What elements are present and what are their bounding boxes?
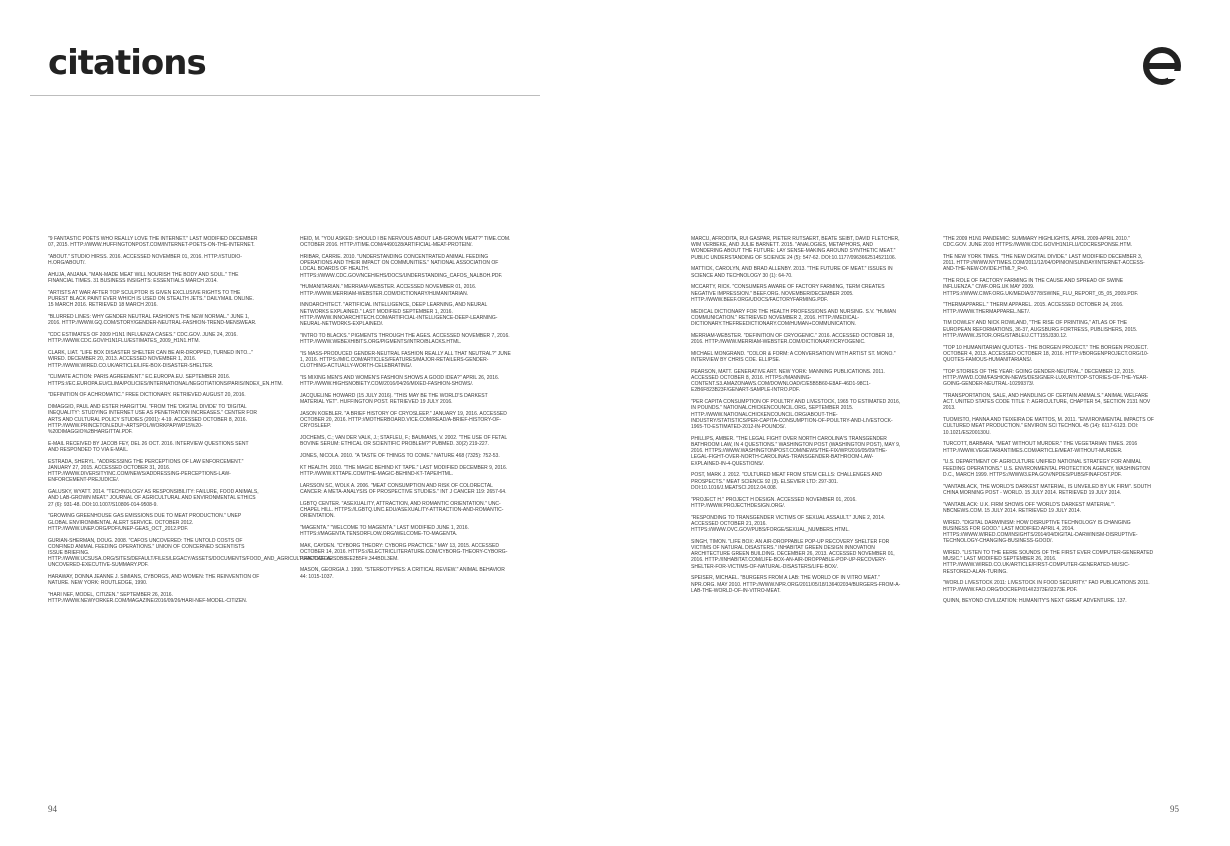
- citation-entry: KT HEALTH. 2010. "THE MAGIC BEHIND KT TAPE." LAST MODIFIED DECEMBER 9, 2016. HTTP://WWW.KTTAPE.COM/THE-MAGIC-BEHIND-KT-TAPE/HTML.: [300, 465, 508, 478]
- citation-entry: "GROWING GREENHOUSE GAS EMISSIONS DUE TO MEAT PRODUCTION." UNEP GLOBAL ENVIRONMENTAL ALERT SERVICE. OCTOBER 2012. HTTP://WWW.UNEP.ORG/PDF/UNEP-GEAS_OCT_2012.PDF.: [48, 513, 242, 532]
- citation-entry: GALUSKY, WYATT. 2014. "TECHNOLOGY AS RESPONSIBILITY: FAILURE, FOOD ANIMALS, AND LAB-GROWN MEAT." JOURNAL OF AGRICULTURAL AND ENVIRONMENTAL ETHICS 27 (6): 931-48. DOI:10.1007/S10806-014-9508-9.: [48, 489, 259, 508]
- citation-entry: "U.S. DEPARTMENT OF AGRICULTURE UNIFIED NATIONAL STRATEGY FOR ANIMAL FEEDING OPERATIONS." U.S. ENVIRONMENTAL PROTECTION AGENCY, WASHINGTON D.C., MARCH 1999. HTTPS://WWW3.EPA.GOV/NPDES/PUBS/FINAFOST.PDF.: [943, 459, 1150, 478]
- citation-entry: "TOP 10 HUMANITARIAN QUOTES - THE BORGEN PROJECT." THE BORGEN PROJECT. OCTOBER 4, 2013. ACCESSED OCTOBER 18, 2016. HTTP://BORGENPROJECT.ORG/10-QUOTES-FAMOUS-HUMANITARIANS/.: [943, 344, 1149, 364]
- citations-column-1: [48, 236, 333, 610]
- citation-entry: HEID, M. "YOU ASKED: SHOULD I BE NERVOUS ABOUT LAB-GROWN MEAT?" TIME.COM. OCTOBER 2016. HTTP://TIME.COM/4490128/ARTIFICIAL-MEAT-PROTEIN/.: [300, 236, 511, 249]
- citation-entry: "PROJECT H." PROJECT H DESIGN. ACCESSED NOVEMBER 01, 2016. HTTP://WWW.PROJECTHDESIGN.ORG/.: [691, 496, 857, 509]
- citation-entry: "PER CAPITA CONSUMPTION OF POULTRY AND LIVESTOCK, 1965 TO ESTIMATED 2016, IN POUNDS." NATIONALCHICKENCOUNCIL.ORG, SEPTEMBER 2015. HTTP://WWW.NATIONALCHICKENCOUNCIL.ORG/ABOUT-THE-INDUSTRY/STATISTICS/PER-CAPITA-CONSUMPTION-OF-POULTRY-AND-LIVESTOCK-1965-TO-ESTIMATED-2012-IN-POUNDS/.: [691, 399, 901, 431]
- citation-entry: CLARK, LIAT. "LIFE BOX DISASTER SHELTER CAN BE AIR-DROPPED, TURNED INTO..." WIRED. DECEMBER 20, 2013. ACCESSED NOVEMBER 1, 2016. HTTP://WWW.WIRED.CO.UK/ARTICLE/LIFE-BOX-DISASTER-SHELTER.: [48, 350, 254, 369]
- citation-entry: MCCARTY, RICK. "CONSUMERS AWARE OF FACTORY FARMING, TERM CREATES NEGATIVE IMPRESSION." BEEF.ORG. NOVEMBER/DECEMBER 2005. HTTP://WWW.BEEF.ORG/UDOCS/FACTORYFARMING.PDF.: [691, 284, 885, 303]
- citation-entry: DIMAGGIO, PAUL AND ESTER HARGITTAI. "FROM THE 'DIGITAL DIVIDE' TO 'DIGITAL INEQUALITY': STUDYING INTERNET USE AS PENETRATION INCREASES." CENTER FOR ARTS AND CULTURAL POLICY STUDIES (2001): 4-19. ACCESSED OCTOBER 8, 2016. HTTP://WWW.PRINCETON.EDU/~ARTSPOL/WORKPAP/WP15%20-%20DIMAGGIO%2BHARGITTAI.PDF.: [48, 404, 257, 436]
- title-divider: [30, 95, 540, 96]
- citation-entry: "INTRO TO BLACKS." PIGMENTS THROUGH THE AGES. ACCESSED NOVEMBER 7, 2016. HTTP://WWW.WEBEXHIBITS.ORG/PIGMENTS/INTRO/BLACKS.HTML.: [300, 332, 510, 346]
- citation-entry: SINGH, TIMON. "LIFE BOX: AN AIR-DROPPABLE POP-UP RECOVERY SHELTER FOR VICTIMS OF NATURAL DISASTERS." INHABITAT GREEN DESIGN INNOVATION ARCHITECTURE GREEN BUILDING. DECEMBER 26, 2013. ACCESSED NOVEMBER 01, 2016. HTTP://INHABITAT.COM/LIFE-BOX-AN-AIR-DROPPABLE-POP-UP-RECOVERY-SHELTER-FOR-VICTIMS-OF-NATURAL-DISASTERS/LIFE-BOX/.: [691, 538, 895, 570]
- citation-entry: "VANTABLACK: U.K. FIRM SHOWS OFF 'WORLD'S DARKEST MATERIAL'". NBCNEWS.COM. 15 JULY 2014. RETRIEVED 19 JULY 2014.: [943, 501, 1116, 514]
- citation-entry: LGBTQ CENTER. "ASEXUALITY, ATTRACTION, AND ROMANTIC ORIENTATION." UNC-CHAPEL HILL. HTTPS://LGBTQ.UNC.EDU/ASEXUALITY-ATTRACTION-AND-ROMANTIC-ORIENTATION.: [300, 501, 504, 520]
- page-number-left: 94: [48, 804, 57, 814]
- citation-entry: "IS MASS-PRODUCED GENDER-NEUTRAL FASHION REALLY ALL THAT NEUTRAL?" JUNE 1, 2016. HTTPS://MIC.COM/ARTICLES/FEATURES/MAJOR-RETAILERS-GENDER-CLOTHING-ACTUALLY-WORTH-CELEBRATING/.: [300, 350, 511, 370]
- citation-entry: "ARTISTS AT WAR AFTER TOP SCULPTOR IS GIVEN EXCLUSIVE RIGHTS TO THE PUREST BLACK PAINT EVER WHICH IS USED ON STEALTH JETS." DAILYMAIL ONLINE. 15 MARCH 2016. RETRIEVED 18 MARCH 2016.: [48, 290, 254, 309]
- citation-entry: "TOP STORIES OF THE YEAR: GOING GENDER-NEUTRAL." DECEMBER 12, 2015. HTTP://WWD.COM/FASHION-NEWS/DESIGNER-LUXURY/TOP-STORIES-OF-THE-YEAR-GOING-GENDER-NEUTRAL-10299373/.: [943, 368, 1149, 388]
- citation-entry: "CDC ESTIMATES OF 2009 H1N1 INFLUENZA CASES." CDC.GOV. JUNE 24, 2016. HTTP://WWW.CDC.GOV/H1N1FLU/ESTIMATES_2009_H1N1.HTM.: [48, 332, 238, 345]
- citation-entry: WIRED. "DIGITAL DARWINISM: HOW DISRUPTIVE TECHNOLOGY IS CHANGING BUSINESS FOR GOOD." LAST MODIFIED APRIL 4, 2014. HTTPS://WWW.WIRED.COM/INSIGHTS/2014/04/DIGITAL-DARWINISM-DISRUPTIVE-TECHNOLOGY-CHANGING-BUSINESS-GOOD/.: [943, 519, 1138, 545]
- citation-entry: JONES, NICOLA. 2010. "A TASTE OF THINGS TO COME." NATURE 468 (7325): 752-53.: [300, 453, 500, 460]
- citation-entry: "RESPONDING TO TRANSGENDER VICTIMS OF SEXUAL ASSAULT." JUNE 2, 2014. ACCESSED OCTOBER 21, 2016. HTTPS://WWW.OVC.GOV/PUBS/FORGE/SEXUAL_NUMBERS.HTML.: [691, 514, 886, 534]
- citations-column-4: [943, 236, 1155, 610]
- citation-entry: MICHAEL MONGRAND. "COLOR & FORM: A CONVERSATION WITH ARTIST ST. MONO." INTERVIEW BY CHRIS COE. ELLIPSE.: [691, 350, 896, 364]
- citation-entry: JOCHEMS, C.; VAN DER VALK, J.; STAFLEU, F.; BAUMANS, V. 2002. "THE USE OF FETAL BOVINE SERUM: ETHICAL OR SCIENTIFIC PROBLEM?" PUBMED. 30(2) 219-227.: [300, 435, 507, 448]
- citation-entry: INNOARCHITECT. "ARTIFICIAL INTELLIGENCE, DEEP LEARNING, AND NEURAL NETWORKS EXPLAINED." LAST MODIFIED SEPTEMBER 1, 2016. HTTP://WWW.INNOARCHITECH.COM/ARTIFICIAL-INTELLIGENCE-DEEP-LEARNING-NEURAL-NETWORKS-EXPLAINED/.: [300, 302, 498, 328]
- citation-entry: "DEFINITION OF ACHROMATIC." FREE DICTIONARY. RETRIEVED AUGUST 20, 2016.: [48, 392, 246, 399]
- e-mark-icon: [1142, 46, 1182, 86]
- citation-entry: "WORLD LIVESTOCK 2011: LIVESTOCK IN FOOD SECURITY." FAO PUBLICATIONS 2011. HTTP://WWW.FAO.ORG/DOCREP/014/I2373E/I2373E.PDF.: [943, 580, 1150, 593]
- page-number-right: 95: [1170, 804, 1179, 814]
- citation-entry: MERRIAM-WEBSTER. "DEFINITION OF CRYOGENIC." 2016. ACCESSED OCTOBER 18, 2016. HTTP://WWW.MERRIAM-WEBSTER.COM/DICTIONARY/CRYOGENIC.: [691, 332, 894, 346]
- citation-entry: AHUJA, ANJANA. "MAN-MADE MEAT WILL NOURISH THE BODY AND SOUL." THE FINANCIAL TIMES. 31 BUSINESS INSIGHTS: ESSENTIALS MARCH 2014.: [48, 272, 239, 285]
- citation-entry: WIRED. "LISTEN TO THE EERIE SOUNDS OF THE FIRST EVER COMPUTER-GENERATED MUSIC." LAST MODIFIED SEPTEMBER 26, 2016. HTTP://WWW.WIRED.CO.UK/ARTICLE/FIRST-COMPUTER-GENERATED-MUSIC-RESTORED-ALAN-TURING.: [943, 550, 1154, 575]
- citation-entry: MASON, GEORGIA J. 1990. "STEREOTYPIES: A CRITICAL REVIEW." ANIMAL BEHAVIOR 44: 1015-1037.: [300, 567, 505, 580]
- citation-entry: "THE ROLE OF FACTORY FARMING IN THE CAUSE AND SPREAD OF SWINE INFLUENZA." CIWF.ORG.UK MAY 2009. HTTPS://WWW.CIWF.ORG.UK/MEDIA/3778/SWINE_FLU_REPORT_05_05_2009.PDF.: [943, 278, 1139, 297]
- citation-entry: "THERMAPPAREL." THERM APPAREL. 2015. ACCESSED OCTOBER 24, 2016. HTTP://WWW.THERMAPPAREL.NET/.: [943, 302, 1124, 315]
- citation-entry: E-MAIL RECEIVED BY JACOB FEY, DEL 26 OCT. 2016. INTERVIEW QUESTIONS SENT AND RESPONDED TO VIA E-MAIL.: [48, 440, 249, 454]
- citation-entry: MARCU, AFRODITA, RUI GASPAR, PIETER RUTSAERT, BEATE SEIBT, DAVID FLETCHER, WIM VERBEKE, AND JULIE BARNETT. 2015. "ANALOGIES, METAPHORS, AND WONDERING ABOUT THE FUTURE: LAY SENSE-MAKING AROUND SYNTHETIC MEAT." PUBLIC UNDERSTANDING OF SCIENCE 24 (5): 547-62. DOI:10.1177/0963662514521106.: [691, 236, 900, 261]
- citation-entry: "THE 2009 H1N1 PANDEMIC: SUMMARY HIGHLIGHTS, APRIL 2009-APRIL 2010." CDC.GOV. JUNE 2010 HTTPS://WWW.CDC.GOV/H1N1FLU/CDCRESPONSE.HTM.: [943, 236, 1133, 249]
- citation-entry: JACQUELINE HOWARD (15 JULY 2016). "THIS MAY BE THE WORLD'S DARKEST MATERIAL YET". HUFFINGTON POST. RETRIEVED 19 JULY 2016.: [300, 393, 488, 406]
- citation-entry: "ABOUT." STUDIO HIRSS. 2016. ACCESSED NOVEMBER 01, 2016. HTTP://STUDIO-H.ORG/ABOUT/.: [48, 254, 242, 267]
- citation-entry: "BLURRED LINES: WHY GENDER NEUTRAL FASHION'S THE NEW NORMAL." JUNE 1, 2016. HTTP://WWW.GQ.COM/STORY/GENDER-NEUTRAL-FASHION-TREND-MENSWEAR.: [48, 314, 257, 327]
- citation-entry: TURCOTT, BARBARA. "MEAT WITHOUT MURDER." THE VEGETARIAN TIMES. 2016 HTTP://WWW.VEGETARIANTIMES.COM/ARTICLE/MEAT-WITHOUT-MURDER.: [943, 441, 1138, 454]
- citations-column-2: [300, 236, 512, 585]
- citation-entry: TIM DOWLEY AND NICK ROWLAND, "THE RISE OF PRINTING," ATLAS OF THE EUROPEAN REFORMATIONS, 36-37, AUGSBURG FORTRESS, PUBLISHERS, 2015. HTTP://WWW.JSTOR.ORG/STABLE/J.CTT155J330.12.: [943, 320, 1138, 339]
- citation-entry: "9 FANTASTIC POETS WHO REALLY LOVE THE INTERNET." LAST MODIFIED DECEMBER 07, 2015. HTTP://WWW.HUFFINGTONPOST.COM/INTERNET-POETS-ON-THE-INTERNET.: [48, 236, 258, 249]
- citation-entry: QUINN, BEYOND CIVILIZATION: HUMANITY'S NEXT GREAT ADVENTURE. 137.: [943, 598, 1127, 605]
- citation-entry: PEARSON, MATT. GENERATIVE ART. NEW YORK: MANNING PUBLICATIONS. 2011. ACCESSED OCTOBER 8, 2016. HTTPS://MANNING-CONTENT.S3.AMAZONAWS.COM/DOWNLOAD/C/E5B5B60-E8AF-46D1-98C1-E2B6F823B23F/GENART-SAMPLE-INTRO.PDF.: [691, 368, 885, 394]
- citation-entry: HARAWAY, DONNA JEANNE J. SIMIANS, CYBORGS, AND WOMEN: THE REINVENTION OF NATURE. NEW YORK: ROUTLEDGE, 1990.: [48, 574, 260, 587]
- citation-entry: "IS MIXING MEN'S AND WOMEN'S FASHION SHOWS A GOOD IDEA?" APRIL 26, 2016. HTTP://WWW.HIGHSNOBIETY.COM/2016/04/26/MIXED-FASHION-SHOWS/.: [300, 375, 500, 388]
- citation-entry: PHILLIPS, AMBER. "THE LEGAL FIGHT OVER NORTH CAROLINA'S TRANSGENDER BATHROOM LAW, IN 4 QUESTIONS." WASHINGTON POST (WASHINGTON POST), MAY 9, 2016. HTTPS://WWW.WASHINGTONPOST.COM/NEWS/THE-FIX/WP/2016/05/09/THE-LEGAL-FIGHT-OVER-NORTH-CAROLINAS-TRANSGENDER-BATHROOM-LAW-EXPLAINED-IN-4-QUESTIONS/.: [691, 435, 901, 467]
- citation-entry: THE NEW YORK TIMES. "THE NEW DIGITAL DIVIDE." LAST MODIFIED DECEMBER 3, 2011. HTTP://WWW.NYTIMES.COM/2011/12/04/OPINION/SUNDAY/INTERNET-ACCESS-AND-THE-NEW-DIVIDE.HTML?_R=0.: [943, 254, 1145, 273]
- citation-entry: ESTRADA, SHERYL. "ADDRESSING THE PERCEPTIONS OF LAW ENFORCEMENT." JANUARY 27, 2015. ACCESSED OCTOBER 31, 2016. HTTP://WWW.DIVERSITYINC.COM/NEWS/ADDRESSING-PERCEPTIONS-LAW-ENFORCEMENT-PREJUDICE/.: [48, 458, 244, 484]
- citations-column-3: [691, 236, 903, 600]
- citation-entry: "HUMANITARIAN." MERRIAM-WEBSTER. ACCESSED NOVEMBER 01, 2016. HTTP://WWW.MERRIAM-WEBSTER.COM/DICTIONARY/HUMANITARIAN.: [300, 284, 477, 297]
- citation-entry: "HARI NEF, MODEL, CITIZEN." SEPTEMBER 26, 2016. HTTP://WWW.NEWYORKER.COM/MAGAZINE/2016/09/26/HARI-NEF-MODEL-CITIZEN.: [48, 592, 248, 605]
- citation-entry: JASON KOEBLER. "A BRIEF HISTORY OF CRYOSLEEP." JANUARY 19, 2016. ACCESSED OCTOBER 20, 2016. HTTP://MOTHERBOARD.VICE.COM/READ/A-BRIEF-HISTORY-OF-CRYOSLEEP.: [300, 411, 507, 430]
- citation-entry: TUOMISTO, HANNA AND TEIXEIRA DE MATTOS, M. 2011. "ENVIRONMENTAL IMPACTS OF CULTURED MEAT PRODUCTION." ENVIRON SCI TECHNOL 45 (14): 6117-6123. DOI: 10.1021/ES200130U.: [943, 417, 1154, 436]
- citation-entry: "MAGENTA." "WELCOME TO MAGENTA." LAST MODIFIED JUNE 1, 2016. HTTPS://MAGENTA.TENSORFLOW.ORG/WELCOME-TO-MAGENTA.: [300, 525, 469, 538]
- citation-entry: "TRANSPORTATION, SALE, AND HANDLING OF CERTAIN ANIMALS." ANIMAL WELFARE ACT. UNITED STATES CODE TITLE 7: AGRICULTURE, CHAPTER 54, SECTION 2131 NOV 2013.: [943, 393, 1151, 412]
- citation-entry: HRIBAR, CARRIE. 2010. "UNDERSTANDING CONCENTRATED ANIMAL FEEDING OPERATIONS AND THEIR IMPACT ON COMMUNITIES." NATIONAL ASSOCIATION OF LOCAL BOARDS OF HEALTH. HTTPS://WWW.CDC.GOV/NCEH/EHS/DOCS/UNDERSTANDING_CAFOS_NALBOH.PDF.: [300, 254, 503, 279]
- citation-entry: MAK, CAYDEN. "CYBORG THEORY: CYBORG PRACTICE." MAY 13, 2015. ACCESSED OCTOBER 14, 2016. HTTPS://ELECTRICLITERATURE.COM/CYBORG-THEORY-CYBORG-PRACTICE-A2SDB8EE2B5F#.344BDL3EM.: [300, 543, 508, 562]
- citation-entry: MEDICAL DICTIONARY FOR THE HEALTH PROFESSIONS AND NURSING. S.V. "HUMAN COMMUNICATION." RETRIEVED NOVEMBER 2, 2016. HTTP://MEDICAL-DICTIONARY.THEFREEDICTIONARY.COM/HUMAN+COMMUNICATION.: [691, 308, 896, 328]
- citation-entry: GURIAN-SHERMAN, DOUG. 2008. "CAFOS UNCOVERED: THE UNTOLD COSTS OF CONFINED ANIMAL FEEDING OPERATIONS." UNION OF CONCERNED SCIENTISTS ISSUE BRIEFING. HTTP://WWW.UCSUSA.ORG/SITES/DEFAULT/FILES/LEGACY/ASSETS/DOCUMENTS/FOOD_AND_AGRICULTURE/CAFOS-UNCOVERED-EXECUTIVE-SUMMARY.PDF.: [48, 537, 333, 569]
- page-title: citations: [48, 43, 206, 83]
- citation-entry: LARSSON SC, WOLK A. 2006. "MEAT CONSUMPTION AND RISK OF COLORECTAL CANCER: A META-ANALYSIS OF PROSPECTIVE STUDIES." INT J CANCER 119: 2657-64.: [300, 483, 507, 496]
- citation-entry: MATTICK, CAROLYN, AND BRAD ALLENBY. 2013. "THE FUTURE OF MEAT." ISSUES IN SCIENCE AND TECHNOLOGY 30 (1): 64-70.: [691, 266, 893, 279]
- citation-entry: POST, MARK J. 2012. "CULTURED MEAT FROM STEM CELLS: CHALLENGES AND PROSPECTS." MEAT SCIENCE 92 (3). ELSEVIER LTD: 297-301. DOI:10.1016/J.MEATSCI.2012.04.008.: [691, 472, 882, 491]
- citation-entry: SPEISER, MICHAEL. "BURGERS FROM A LAB: THE WORLD OF IN VITRO MEAT." NPR.ORG. MAY 2010. HTTP://WWW.NPR.ORG/2011/05/18/136402034/BURGERS-FROM-A-LAB-THE-WORLD-OF-IN-VITRO-MEAT.: [691, 575, 901, 594]
- citation-entry: "VANTABLACK, THE WORLD'S DARKEST MATERIAL, IS UNVEILED BY UK FIRM". SOUTH CHINA MORNING POST - WORLD. 15 JULY 2014. RETRIEVED 19 JULY 2014.: [943, 483, 1151, 496]
- citation-entry: "CLIMATE ACTION: PARIS AGREEMENT." EC.EUROPA.EU. SEPTEMBER 2016. HTTPS://EC.EUROPA.EU/CLIMA/POLICIES/INTERNATIONAL/NEGOTIATIONS/PARIS/INDEX_EN.HTM.: [48, 374, 283, 387]
